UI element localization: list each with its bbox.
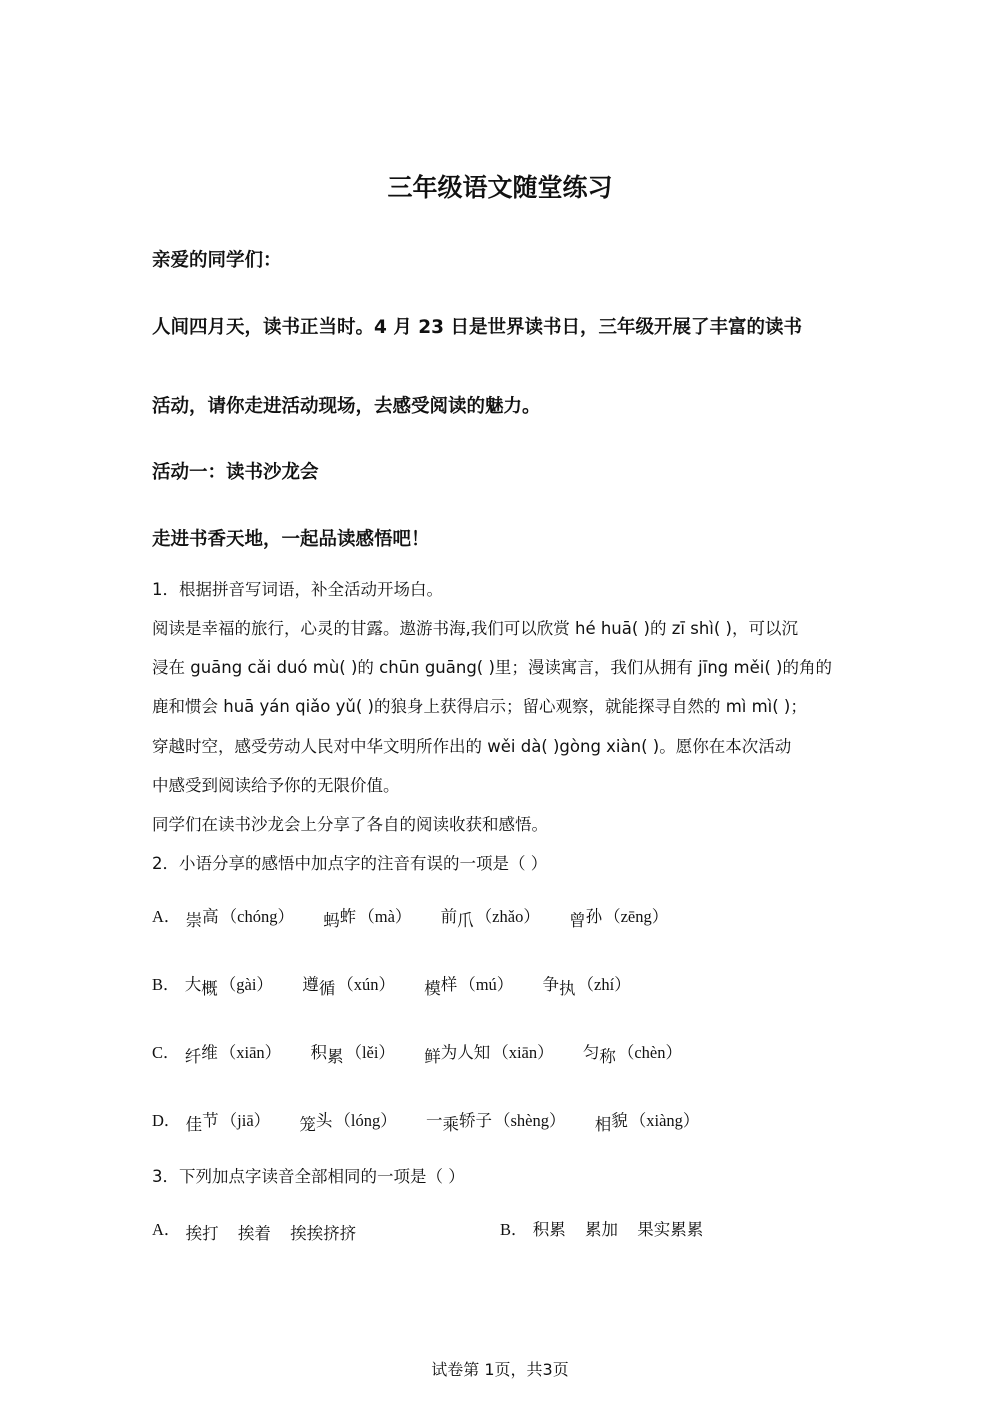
intro-line-1: 人间四月天，读书正当时。4 月 23 日是世界读书日，三年级开展了丰富的读书 bbox=[152, 317, 802, 338]
option-label: C． bbox=[152, 1043, 180, 1062]
transition-text: 同学们在读书沙龙会上分享了各自的阅读收获和感悟。 bbox=[152, 815, 548, 834]
option-word: 挨着 bbox=[237, 1224, 271, 1243]
activity-heading: 活动一：读书沙龙会 bbox=[152, 462, 319, 483]
question-2-option-a bbox=[152, 905, 668, 929]
option-word: 纤维 （xiān） bbox=[184, 1043, 282, 1066]
activity-subheading: 走进书香天地，一起品读感悟吧！ bbox=[152, 529, 430, 550]
question-1-line: 中感受到阅读给予你的无限价值。 bbox=[152, 776, 400, 795]
option-word: 遵循 （xún） bbox=[302, 975, 395, 998]
option-word: 争执 （zhí） bbox=[542, 975, 631, 998]
option-word: 相貌 （xiàng） bbox=[594, 1111, 700, 1134]
option-word: 匀称 （chèn） bbox=[582, 1043, 683, 1066]
question-3-option-a bbox=[152, 1218, 356, 1242]
option-word: 蚂蚱 （mà） bbox=[323, 907, 412, 930]
option-label: A． bbox=[152, 1220, 181, 1239]
option-word: 大概 （gài） bbox=[184, 975, 273, 998]
option-word: 累加 bbox=[585, 1220, 619, 1239]
question-1-line: 阅读是幸福的旅行，心灵的甘露。遨游书海,我们可以欣赏 hé huā( )的 zī shì( )，可以沉 bbox=[152, 619, 798, 638]
option-label: B． bbox=[500, 1220, 528, 1239]
option-word: 挨挨挤挤 bbox=[290, 1224, 357, 1243]
greeting: 亲爱的同学们： bbox=[152, 250, 282, 271]
option-word: 佳节 （jiā） bbox=[185, 1111, 271, 1134]
question-2-prompt: 2．小语分享的感悟中加点字的注音有误的一项是（ ） bbox=[152, 854, 548, 873]
option-word: 鲜为人知 （xiān） bbox=[424, 1043, 554, 1066]
option-word: 一乘轿子 （shèng） bbox=[426, 1111, 566, 1134]
question-2-option-d bbox=[152, 1109, 699, 1133]
option-label: D． bbox=[152, 1111, 181, 1130]
page-title: 三年级语文随堂练习 bbox=[387, 173, 613, 202]
option-word: 积累 （lěi） bbox=[310, 1043, 395, 1066]
option-word: 崇高 （chóng） bbox=[185, 907, 294, 930]
option-word: 积累 bbox=[532, 1220, 566, 1239]
option-word: 果实累累 bbox=[637, 1220, 704, 1239]
option-label: A． bbox=[152, 907, 181, 926]
question-3-prompt: 3．下列加点字读音全部相同的一项是（ ） bbox=[152, 1167, 465, 1186]
question-2-option-c bbox=[152, 1041, 682, 1065]
question-3-option-b bbox=[500, 1218, 703, 1242]
question-1-line: 鹿和惯会 huā yán qiǎo yǔ( )的狼身上获得启示；留心观察，就能探寻自然的 mì mì( )； bbox=[152, 697, 807, 716]
question-1-line: 浸在 guāng cǎi duó mù( )的 chūn guāng( )里；漫读寓言，我们从拥有 jīng měi( )的角的 bbox=[152, 658, 832, 677]
option-word: 曾孙 （zēng） bbox=[569, 907, 669, 930]
question-2-option-b bbox=[152, 973, 631, 997]
option-word: 前爪 （zhǎo） bbox=[440, 907, 540, 930]
page-footer: 试卷第 1页，共3页 bbox=[431, 1360, 569, 1379]
option-word: 挨打 bbox=[185, 1224, 219, 1243]
question-1-line: 穿越时空，感受劳动人民对中华文明所作出的 wěi dà( )gòng xiàn( )。愿你在本次活动 bbox=[152, 737, 792, 756]
intro-line-2: 活动，请你走进活动现场，去感受阅读的魅力。 bbox=[152, 396, 541, 417]
option-label: B． bbox=[152, 975, 180, 994]
question-1-prompt: 1．根据拼音写词语，补全活动开场白。 bbox=[152, 580, 443, 599]
option-word: 笼头 （lóng） bbox=[299, 1111, 397, 1134]
option-word: 模样 （mú） bbox=[424, 975, 514, 998]
